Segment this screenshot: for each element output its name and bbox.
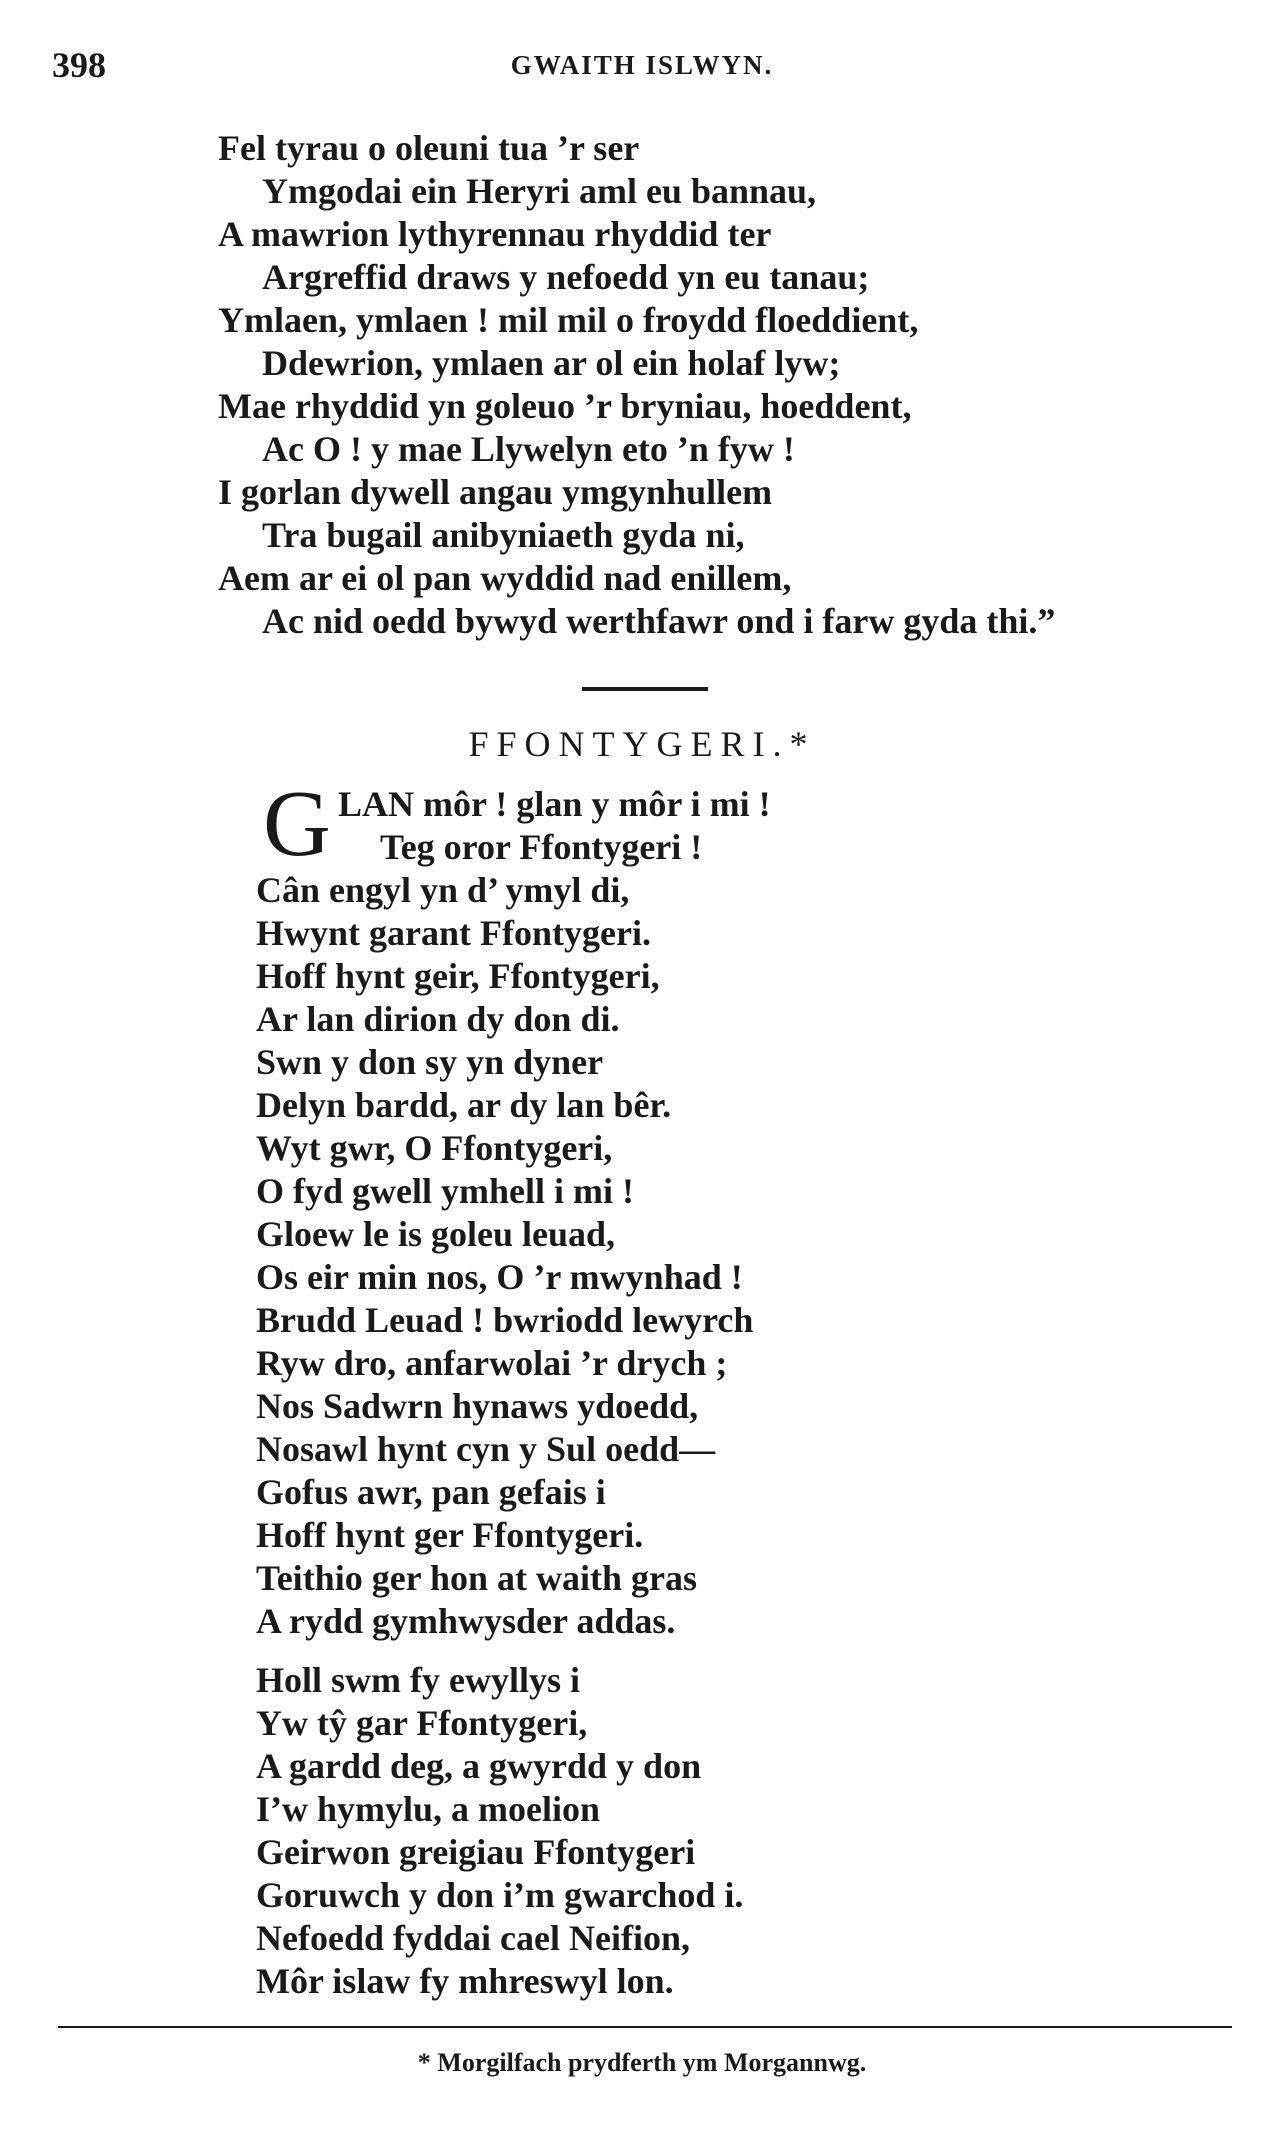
poem-line: Delyn bardd, ar dy lan bêr. xyxy=(256,1085,672,1125)
verse-line: Argreffid draws y nefoedd yn eu tanau; xyxy=(262,257,870,297)
poem-line: Yw tŷ gar Ffontygeri, xyxy=(256,1703,588,1743)
poem-line: Gloew le is goleu leuad, xyxy=(256,1214,615,1254)
poem-line: Nosawl hynt cyn y Sul oedd— xyxy=(256,1429,716,1469)
poem-first-line: LAN môr ! glan y môr i mi ! xyxy=(338,784,771,824)
poem-line: O fyd gwell ymhell i mi ! xyxy=(256,1171,634,1211)
verse-line: Fel tyrau o oleuni tua ’r ser xyxy=(218,128,640,168)
poem-line: Cân engyl yn d’ ymyl di, xyxy=(256,870,630,910)
verse-line: Aem ar ei ol pan wyddid nad enillem, xyxy=(218,558,792,598)
poem-line: Geirwon greigiau Ffontygeri xyxy=(256,1832,696,1872)
verse-line: Ac O ! y mae Llywelyn eto ’n fyw ! xyxy=(262,429,795,469)
poem-line: Brudd Leuad ! bwriodd lewyrch xyxy=(256,1300,754,1340)
poem-line: Hoff hynt ger Ffontygeri. xyxy=(256,1515,644,1555)
poem-line: Wyt gwr, O Ffontygeri, xyxy=(256,1128,613,1168)
verse-line: A mawrion lythyrennau rhyddid ter xyxy=(218,214,772,254)
verse-line: I gorlan dywell angau ymgynhullem xyxy=(218,472,773,512)
poem-line: Goruwch y don i’m gwarchod i. xyxy=(256,1875,744,1915)
poem-line: Teg oror Ffontygeri ! xyxy=(380,827,703,867)
poem-line: Nefoedd fyddai cael Neifion, xyxy=(256,1918,690,1958)
verse-line: Mae rhyddid yn goleuo ’r bryniau, hoeddent, xyxy=(218,386,912,426)
verse-line: Ac nid oedd bywyd werthfawr ond i farw gyda thi.” xyxy=(262,601,1056,641)
drop-cap: G xyxy=(263,772,331,876)
poem-line: Ar lan dirion dy don di. xyxy=(256,999,620,1039)
footnote-rule xyxy=(58,2026,1232,2028)
poem-line: Ryw dro, anfarwolai ’r drych ; xyxy=(256,1343,728,1383)
poem-line: I’w hymylu, a moelion xyxy=(256,1789,601,1829)
poem-line: Os eir min nos, O ’r mwynhad ! xyxy=(256,1257,743,1297)
section-divider xyxy=(582,687,708,691)
poem-title: FFONTYGERI.* xyxy=(468,724,816,764)
verse-line: Tra bugail anibyniaeth gyda ni, xyxy=(262,515,745,555)
verse-line: Ymgodai ein Heryri aml eu bannau, xyxy=(262,171,817,211)
poem-line: Swn y don sy yn dyner xyxy=(256,1042,604,1082)
footnote: * Morgilfach prydferth ym Morgannwg. xyxy=(417,2048,867,2077)
poem-line: A rydd gymhwysder addas. xyxy=(256,1601,676,1641)
poem-line: Gofus awr, pan gefais i xyxy=(256,1472,606,1512)
running-title: GWAITH ISLWYN. xyxy=(510,50,774,80)
poem-line: Nos Sadwrn hynaws ydoedd, xyxy=(256,1386,699,1426)
poem-line: Teithio ger hon at waith gras xyxy=(256,1558,698,1598)
poem-line: Hoff hynt geir, Ffontygeri, xyxy=(256,956,660,996)
poem-line: Holl swm fy ewyllys i xyxy=(256,1660,580,1700)
poem-line: Hwynt garant Ffontygeri. xyxy=(256,913,651,953)
verse-line: Ddewrion, ymlaen ar ol ein holaf lyw; xyxy=(262,343,841,383)
poem-line: Môr islaw fy mhreswyl lon. xyxy=(256,1961,674,2001)
verse-line: Ymlaen, ymlaen ! mil mil o froydd floeddient, xyxy=(218,300,919,340)
page-number: 398 xyxy=(52,45,106,85)
poem-line: A gardd deg, a gwyrdd y don xyxy=(256,1746,702,1786)
